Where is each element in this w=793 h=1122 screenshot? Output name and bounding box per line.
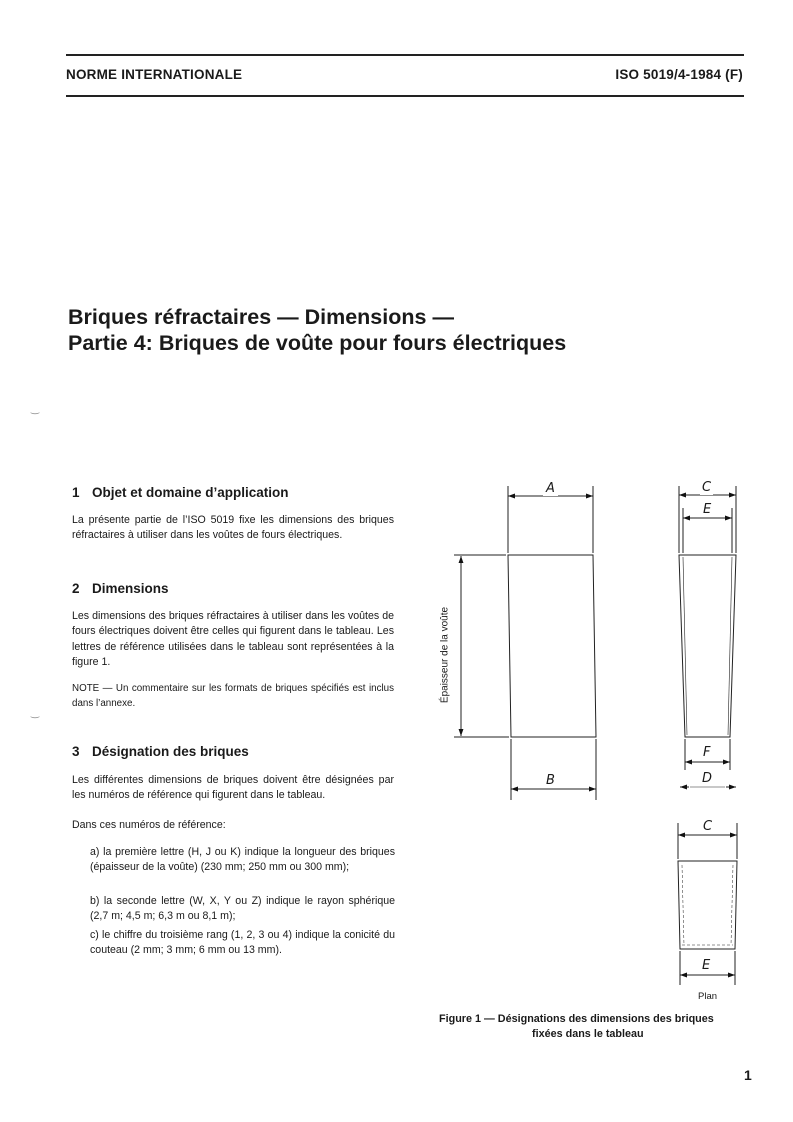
label-f: F [703, 745, 711, 760]
section-paragraph: Les différentes dimensions de briques doivent être désignées par les numéros de référence qui figurent dans le tableau. [72, 774, 394, 802]
label-d: D [702, 771, 713, 786]
section-paragraph: Les dimensions des briques réfractaires à utiliser dans les voûtes de fours électriques doivent être celles qui figurent dans le tableau. Les lettres de référence utilisées dans le tableau sont représentées à la figure 1. [72, 610, 394, 668]
list-item: c) le chiffre du troisième rang (1, 2, 3 ou 4) indique la conicité du couteau (2 mm; 3 mm; 6 mm ou 13 mm). [90, 929, 395, 957]
label-a: A [543, 481, 558, 496]
brick-front-view [508, 555, 596, 737]
section-number: 1 [72, 485, 80, 500]
label-e-plan: E [702, 958, 711, 973]
label-b: B [546, 773, 555, 788]
document-title-line1: Briques réfractaires — Dimensions — [68, 305, 454, 329]
header-left-text: NORME INTERNATIONALE [66, 67, 243, 82]
section-title: Désignation des briques [92, 744, 249, 759]
margin-mark: ‿ [31, 708, 40, 719]
section-number: 3 [72, 744, 80, 759]
label-e: E [703, 502, 712, 517]
document-title-line2: Partie 4: Briques de voûte pour fours électriques [68, 331, 567, 355]
section-title: Objet et domaine d’application [92, 485, 289, 500]
vertical-thickness-label: Épaisseur de la voûte [439, 606, 451, 704]
section-number: 2 [72, 581, 80, 596]
note-paragraph: NOTE — Un commentaire sur les formats de briques spécifiés est inclus dans l’annexe. [72, 683, 394, 709]
figure-caption-line2: fixées dans le tableau [532, 1028, 644, 1040]
margin-mark: ‿ [31, 404, 40, 415]
header-standard-number: ISO 5019/4-1984 (F) [615, 67, 743, 82]
page-number: 1 [744, 1067, 752, 1083]
figure-caption-line1: Figure 1 — Désignations des dimensions des briques [439, 1013, 714, 1025]
label-c: C [702, 480, 712, 495]
list-intro: Dans ces numéros de référence: [72, 819, 226, 831]
brick-side-view [679, 555, 736, 737]
list-item: a) la première lettre (H, J ou K) indique la longueur des briques (épaisseur de la voûte) (230 mm; 250 mm ou 300 mm); [90, 846, 395, 874]
brick-plan-view [678, 861, 737, 949]
plan-label: Plan [698, 991, 718, 1002]
section-paragraph: La présente partie de l’ISO 5019 fixe les dimensions des briques réfractaires à utiliser dans les voûtes de fours électriques. [72, 514, 394, 542]
label-c-plan: C [703, 819, 713, 834]
section-title: Dimensions [92, 581, 169, 596]
list-item: b) la seconde lettre (W, X, Y ou Z) indique le rayon sphérique (2,7 m; 4,5 m; 6,3 m ou 8,1 m); [90, 895, 395, 923]
